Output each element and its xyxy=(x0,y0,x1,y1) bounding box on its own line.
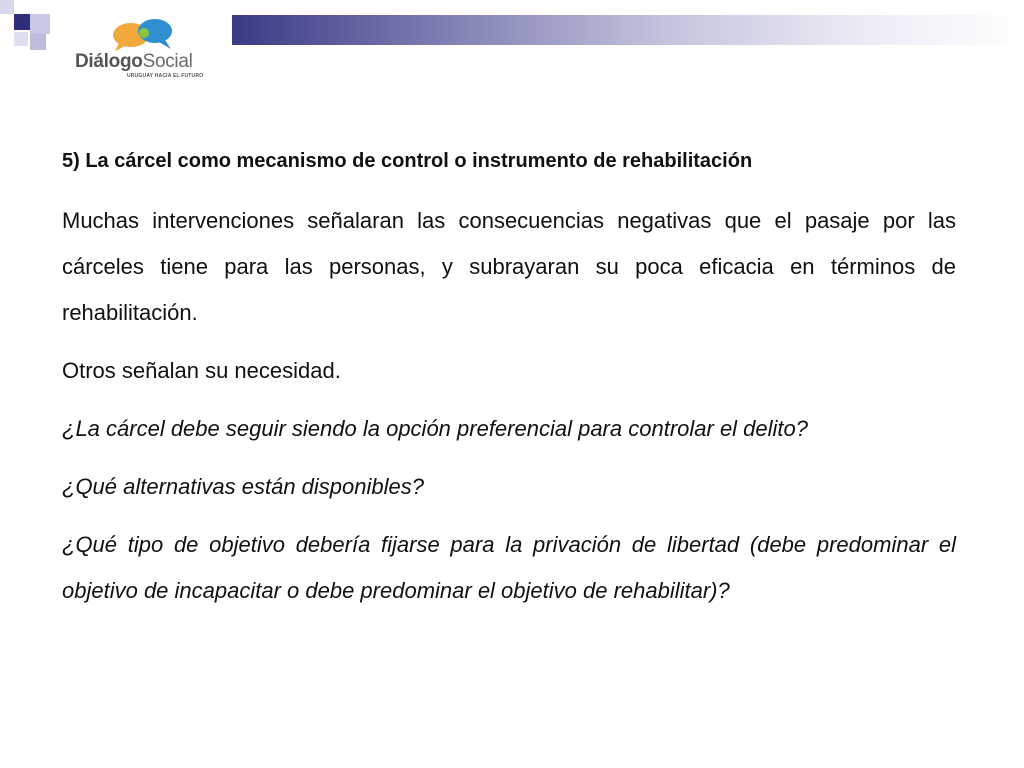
header-gradient-bar xyxy=(232,15,1024,45)
decor-square xyxy=(14,32,28,46)
logo-word-light: Social xyxy=(142,51,193,72)
dialogo-social-logo xyxy=(75,18,215,80)
speech-bubbles-icon xyxy=(111,18,175,52)
paragraph-necessity: Otros señalan su necesidad. xyxy=(62,358,341,383)
question-objective: ¿Qué tipo de objetivo debería fijarse para la privación de libertad (debe predominar el objetivo de incapacitar o debe predominar el objetivo de rehabilitar)? xyxy=(62,532,956,603)
decor-square xyxy=(0,0,14,14)
corner-decoration xyxy=(0,0,60,70)
decor-square xyxy=(14,14,30,30)
slide-heading: 5) La cárcel como mecanismo de control o instrumento de rehabilitación xyxy=(62,150,753,172)
question-prison-preference: ¿La cárcel debe seguir siendo la opción preferencial para controlar el delito? xyxy=(62,416,809,441)
logo-wordmark xyxy=(75,52,193,72)
paragraph-interventions: Muchas intervenciones señalaran las consecuencias negativas que el pasaje por las cárceles tiene para las personas, y subrayaran su poca eficacia en términos de rehabilitación. xyxy=(62,208,956,325)
logo-word-bold: Diálogo xyxy=(75,51,143,72)
question-alternatives: ¿Qué alternativas están disponibles? xyxy=(62,474,424,499)
decor-square xyxy=(30,34,46,50)
slide-content xyxy=(62,146,956,626)
logo-tagline: URUGUAY HACIA EL FUTURO xyxy=(127,73,204,79)
decor-square xyxy=(30,14,50,34)
